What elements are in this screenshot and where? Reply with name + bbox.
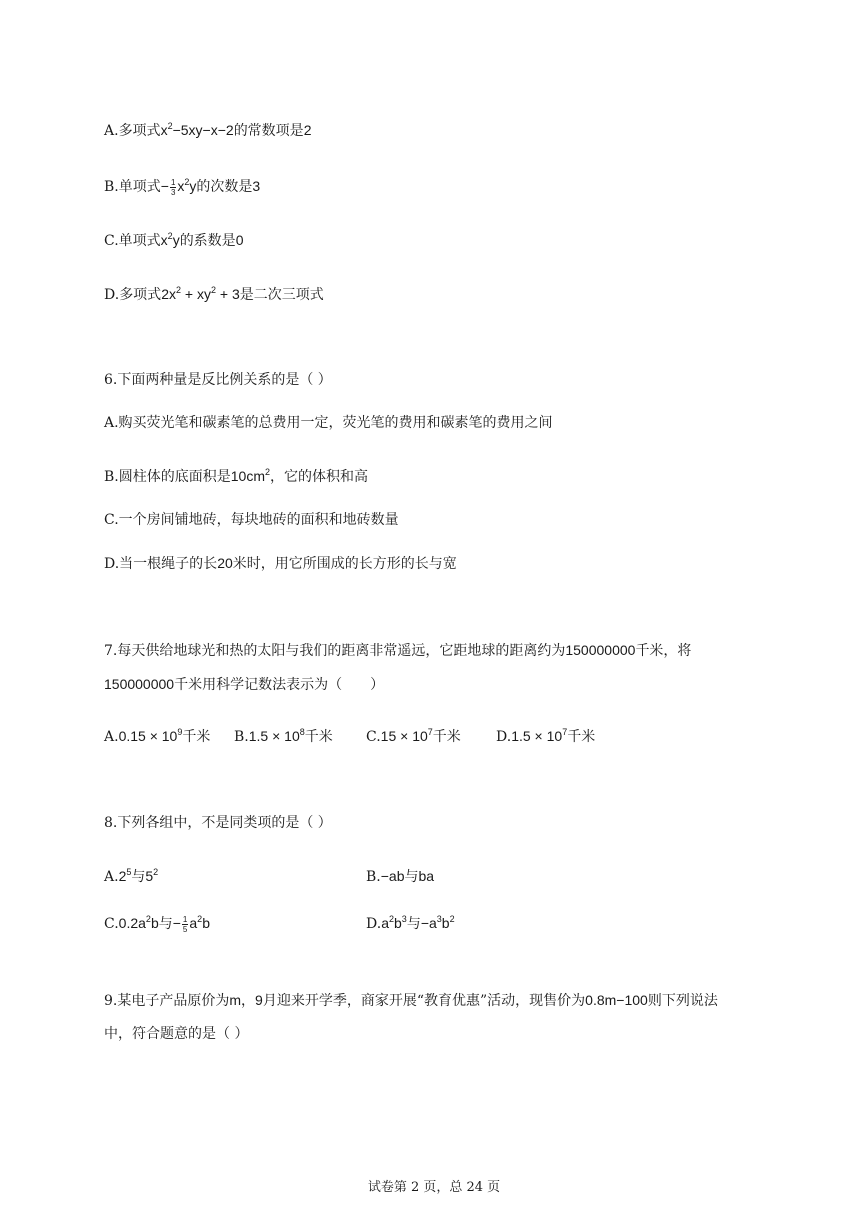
q6-option-d: D.当一根绳子的长20米时，用它所围成的长方形的长与宽 xyxy=(104,555,457,572)
q5-option-a: A.多项式$x^2-5xy-x-2$的常数项是2 xyxy=(104,121,312,139)
fraction-one-fifth: $\frac{1}{5}$ xyxy=(182,914,188,934)
q8-option-b: B.−ab与ba xyxy=(366,868,435,885)
q6-option-b: B.圆柱体的底面积是$10cm^2$，它的体积和高 xyxy=(104,467,368,485)
q7-option-d: $D.1.5 \times 10^7$千米 xyxy=(496,727,596,745)
q7-stem-line1: 7.每天供给地球光和热的太阳与我们的距离非常遥远，它距地球的距离约为150000000千米，将 xyxy=(104,642,692,659)
q7-option-c: $C.15 \times 10^7$千米 xyxy=(366,727,461,745)
q7-option-b: $B.1.5 \times 10^8$千米 xyxy=(234,727,333,745)
page-footer: 试卷第 2 页，总 24 页 xyxy=(367,1180,501,1195)
q7-option-a: $A.0.15 \times 10^9$千米 xyxy=(104,727,211,745)
q5-option-d: D.多项式$2x^2 + xy^2 + 3$是二次三项式 xyxy=(104,285,324,303)
q6-option-c: C.一个房间铺地砖，每块地砖的面积和地砖数量 xyxy=(104,512,399,528)
q6-option-a: A.购买荧光笔和碳素笔的总费用一定，荧光笔的费用和碳素笔的费用之间 xyxy=(104,415,553,431)
q9-stem-line2: 中，符合题意的是（ ） xyxy=(104,1026,249,1042)
q7-stem-line2: 150000000千米用科学记数法表示为（ ） xyxy=(104,676,385,693)
fraction-one-third: $\frac{1}{3}$ xyxy=(170,177,176,197)
q8-stem: 8.下列各组中，不是同类项的是（ ） xyxy=(104,815,332,831)
q8-option-c: $C.0.2a^2b$与− $\frac{1}{5}$ $a^2b$ xyxy=(104,914,210,934)
q6-stem: 6.下面两种量是反比例关系的是（ ） xyxy=(104,372,332,388)
q8-option-a: $A.2^5$与$5^2$ xyxy=(104,867,159,885)
q8-option-d: $D.a^2b^3$与$-a^3b^2$ xyxy=(366,914,455,932)
q5-option-c: C.单项式$x^2y$的系数是0 xyxy=(104,231,244,249)
q9-stem-line1: 9.某电子产品原价为m，9月迎来开学季，商家开展“教育优惠”活动，现售价为0.8m−100则下列说法 xyxy=(104,992,718,1009)
q5-option-b: B.单项式− $\frac{1}{3}$ $x^2y$的次数是3 xyxy=(104,177,261,197)
